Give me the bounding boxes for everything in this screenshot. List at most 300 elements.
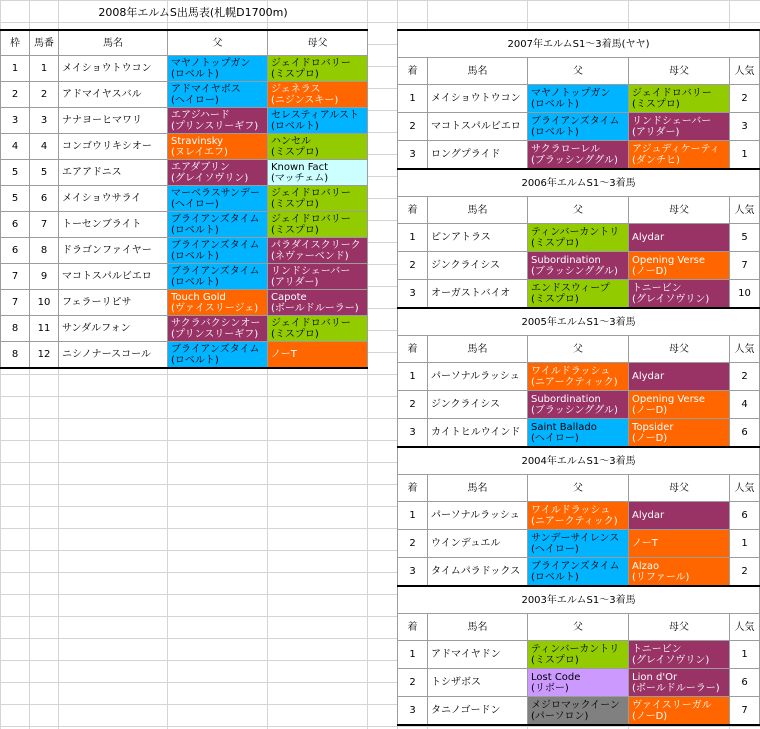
sire-cell-name: メジロマックイーン xyxy=(531,699,620,711)
rank-cell: 1 xyxy=(398,224,428,252)
number-cell: 12 xyxy=(30,342,59,369)
header-cell: 馬名 xyxy=(428,614,528,641)
sire-cell-lineage: (ロベルト) xyxy=(171,68,219,80)
sire-cell-lineage: (ニアークティック) xyxy=(531,515,618,527)
sire-cell-name: ブライアンズタイム xyxy=(171,239,260,251)
waku-cell: 7 xyxy=(1,290,30,316)
dam-sire-cell-lineage: (ボールドルーラー) xyxy=(271,302,359,314)
dam-sire-cell-name: ジェネラス xyxy=(271,83,321,95)
rank-cell: 3 xyxy=(398,280,428,309)
horse-name-cell: コンゴウリキシオー xyxy=(59,134,168,160)
rank-cell: 1 xyxy=(398,363,428,391)
header-cell: 馬名 xyxy=(428,197,528,224)
entry-row xyxy=(1,290,368,316)
horse-name-cell: アドマイヤドン xyxy=(428,641,528,669)
dam-sire-cell-name: ジェイドロバリー xyxy=(271,317,351,329)
popularity-cell: 4 xyxy=(730,391,760,419)
dam-sire-cell xyxy=(629,641,730,669)
header-cell: 馬番 xyxy=(30,30,59,56)
result-row xyxy=(398,252,760,280)
dam-sire-cell-name: ヴァイスリーガル xyxy=(632,699,712,711)
sire-cell-name: エアジハード xyxy=(171,109,230,121)
sire-cell-lineage: (ロベルト) xyxy=(171,250,219,262)
horse-name-cell: エアアドニス xyxy=(59,160,168,186)
sire-cell xyxy=(168,238,268,264)
dam-sire-cell-name: ジェイドロバリー xyxy=(632,87,712,99)
header-cell: 人気 xyxy=(730,336,760,363)
header-cell: 母父 xyxy=(629,336,730,363)
dam-sire-cell-lineage: (リファール) xyxy=(632,571,690,583)
dam-sire-cell xyxy=(268,160,368,186)
header-cell: 馬名 xyxy=(428,336,528,363)
horse-name-cell: サンダルフォン xyxy=(59,316,168,342)
result-row xyxy=(398,419,760,448)
header-cell: 母父 xyxy=(629,58,730,85)
sire-cell-name: アドマイヤボス xyxy=(171,83,241,95)
sire-cell-name: ワイルドラッシュ xyxy=(531,504,611,516)
dam-sire-cell xyxy=(629,419,730,448)
popularity-cell: 2 xyxy=(730,363,760,391)
horse-name-cell: マコトスパルビエロ xyxy=(428,113,528,141)
dam-sire-cell xyxy=(268,186,368,212)
waku-cell: 4 xyxy=(1,134,30,160)
sire-cell xyxy=(168,212,268,238)
sire-cell-lineage: (ヴァイスリージェ) xyxy=(171,302,259,314)
dam-sire-cell xyxy=(268,264,368,290)
dam-sire-cell-name: セレスティアルスト xyxy=(271,109,359,121)
entry-row xyxy=(1,186,368,212)
dam-sire-cell-lineage: (ネヴァーベンド) xyxy=(271,250,349,262)
sire-cell-lineage: (ロベルト) xyxy=(171,354,219,366)
dam-sire-cell xyxy=(629,363,730,391)
dam-sire-cell xyxy=(268,316,368,342)
horse-name-cell: ジンクライシス xyxy=(428,391,528,419)
horse-name-cell: カイトヒルウインド xyxy=(428,419,528,448)
number-cell: 9 xyxy=(30,264,59,290)
sire-cell-lineage: (リボー) xyxy=(531,682,569,694)
sire-cell xyxy=(168,160,268,186)
dam-sire-cell-name: ノーT xyxy=(271,349,297,360)
number-cell: 7 xyxy=(30,212,59,238)
header-cell: 枠 xyxy=(1,30,30,56)
horse-name-cell: タイムパラドックス xyxy=(428,558,528,587)
dam-sire-cell-name: Alzao xyxy=(632,560,660,572)
rank-cell: 2 xyxy=(398,113,428,141)
horse-name-cell: トーセンブライト xyxy=(59,212,168,238)
sire-cell xyxy=(528,252,629,280)
sire-cell xyxy=(168,82,268,108)
header-cell: 父 xyxy=(528,336,629,363)
header-cell: 馬名 xyxy=(428,475,528,502)
horse-name-cell: ドラゴンファイヤー xyxy=(59,238,168,264)
dam-sire-cell-name: Alydar xyxy=(632,232,665,243)
rank-cell: 2 xyxy=(398,669,428,697)
dam-sire-cell-lineage: (ボールドルーラー) xyxy=(632,682,720,694)
header-cell: 人気 xyxy=(730,58,760,85)
horse-name-cell: ウインデュエル xyxy=(428,530,528,558)
sire-cell-name: Lost Code xyxy=(531,671,581,683)
dam-sire-cell xyxy=(629,697,730,726)
waku-cell: 6 xyxy=(1,212,30,238)
sire-cell-lineage: (ロベルト) xyxy=(531,571,579,583)
horse-name-cell: メイショウトウコン xyxy=(59,56,168,82)
dam-sire-cell xyxy=(629,558,730,587)
header-cell: 人気 xyxy=(730,475,760,502)
sire-cell-name: ブライアンズタイム xyxy=(531,115,620,127)
dam-sire-cell-name: ハンセル xyxy=(271,135,311,147)
sire-cell xyxy=(168,134,268,160)
sire-cell xyxy=(528,280,629,309)
popularity-cell: 6 xyxy=(730,502,760,530)
dam-sire-cell-name: ジェイドロバリー xyxy=(271,213,351,225)
sire-cell-name: Touch Gold xyxy=(171,291,226,303)
entry-row xyxy=(1,134,368,160)
header-cell: 着 xyxy=(398,614,428,641)
rank-cell: 1 xyxy=(398,85,428,113)
rank-cell: 3 xyxy=(398,558,428,587)
sire-cell-name: ブライアンズタイム xyxy=(171,213,260,225)
number-cell: 6 xyxy=(30,186,59,212)
dam-sire-cell xyxy=(268,108,368,134)
sire-cell-lineage: (ミスプロ) xyxy=(531,654,579,666)
entry-row xyxy=(1,108,368,134)
header-cell: 母父 xyxy=(629,614,730,641)
section-title: 2004年エルムS1～3着馬 xyxy=(398,447,760,475)
sire-cell-lineage: (ミスプロ) xyxy=(531,293,579,305)
dam-sire-cell-lineage: (グレイソヴリン) xyxy=(632,293,710,305)
header-cell: 馬名 xyxy=(59,30,168,56)
dam-sire-cell xyxy=(268,212,368,238)
entry-row xyxy=(1,82,368,108)
dam-sire-cell xyxy=(629,391,730,419)
sire-cell-lineage: (プリンスリーギフ) xyxy=(171,120,259,132)
result-row xyxy=(398,669,760,697)
sire-cell xyxy=(168,342,268,369)
dam-sire-cell-lineage: (ミスプロ) xyxy=(271,198,319,210)
sire-cell-lineage: (ブラッシンググル) xyxy=(531,265,618,277)
section-title: 2005年エルムS1～3着馬 xyxy=(398,308,760,336)
dam-sire-cell-lineage: (マッチェム) xyxy=(271,172,329,184)
sire-cell-lineage: (パーソロン) xyxy=(531,710,589,722)
sire-cell-lineage: (ロベルト) xyxy=(171,276,219,288)
popularity-cell: 7 xyxy=(730,697,760,726)
sire-cell-lineage: (ロベルト) xyxy=(531,98,579,110)
result-row xyxy=(398,141,760,170)
page-title: 2008年エルムS出馬表(札幌D1700m) xyxy=(98,6,288,19)
horse-name-cell: パーソナルラッシュ xyxy=(428,502,528,530)
dam-sire-cell-lineage: (ニジンスキー) xyxy=(271,94,339,106)
section-title: 2007年エルムS1～3着馬(ヤヤ) xyxy=(398,30,760,58)
header-cell: 父 xyxy=(168,30,268,56)
sire-cell-name: エアダブリン xyxy=(171,161,230,173)
horse-name-cell: ピンアトラス xyxy=(428,224,528,252)
sire-cell-name: エンドスウィープ xyxy=(531,282,610,294)
dam-sire-cell-name: リンドシェーバー xyxy=(632,115,712,127)
header-cell: 母父 xyxy=(629,475,730,502)
dam-sire-cell xyxy=(629,669,730,697)
dam-sire-cell-lineage: (ミスプロ) xyxy=(271,146,319,158)
sire-cell-lineage: (ブラッシンググル) xyxy=(531,154,618,166)
dam-sire-cell-lineage: (ノーD) xyxy=(632,710,668,722)
horse-name-cell: メイショウサライ xyxy=(59,186,168,212)
dam-sire-cell xyxy=(268,82,368,108)
sire-cell-name: サクラバクシンオー xyxy=(171,317,261,329)
result-row xyxy=(398,530,760,558)
number-cell: 8 xyxy=(30,238,59,264)
sire-cell-name: マヤノトップガン xyxy=(531,87,611,99)
waku-cell: 6 xyxy=(1,238,30,264)
entry-row xyxy=(1,238,368,264)
rank-cell: 2 xyxy=(398,252,428,280)
sire-cell-name: ティンバーカントリ xyxy=(531,226,620,238)
sire-cell-lineage: (グレイソヴリン) xyxy=(171,172,249,184)
dam-sire-cell xyxy=(629,141,730,170)
sire-cell-lineage: (ロベルト) xyxy=(171,224,219,236)
sire-cell xyxy=(168,56,268,82)
header-cell: 母父 xyxy=(629,197,730,224)
sire-cell xyxy=(528,141,629,170)
dam-sire-cell-name: トニービン xyxy=(632,282,682,294)
dam-sire-cell-name: ノーT xyxy=(632,538,658,549)
horse-name-cell: トシザボス xyxy=(428,669,528,697)
sire-cell-lineage: (ヘイロー) xyxy=(531,543,579,555)
waku-cell: 7 xyxy=(1,264,30,290)
popularity-cell: 3 xyxy=(730,113,760,141)
horse-name-cell: メイショウトウコン xyxy=(428,85,528,113)
horse-name-cell: オーガストバイオ xyxy=(428,280,528,309)
horse-name-cell: ナナヨーヒマワリ xyxy=(59,108,168,134)
result-row xyxy=(398,280,760,309)
sire-cell-name: サクラローレル xyxy=(531,143,601,155)
dam-sire-cell-name: パラダイスクリーク xyxy=(271,239,361,251)
rank-cell: 2 xyxy=(398,391,428,419)
dam-sire-cell-lineage: (グレイソヴリン) xyxy=(632,654,710,666)
sire-cell-name: ブライアンズタイム xyxy=(171,265,260,277)
sire-cell-name: ワイルドラッシュ xyxy=(531,365,611,377)
entry-row xyxy=(1,212,368,238)
dam-sire-cell-name: アジュディケーティ xyxy=(632,143,720,155)
dam-sire-cell-lineage: (ミスプロ) xyxy=(271,224,319,236)
dam-sire-cell-lineage: (ミスプロ) xyxy=(271,68,319,80)
sire-cell-lineage: (プリンスリーギフ) xyxy=(171,328,259,340)
waku-cell: 5 xyxy=(1,186,30,212)
result-row xyxy=(398,363,760,391)
result-row xyxy=(398,502,760,530)
header-cell: 着 xyxy=(398,197,428,224)
waku-cell: 1 xyxy=(1,56,30,82)
result-row xyxy=(398,113,760,141)
dam-sire-cell-name: Opening Verse xyxy=(632,393,706,405)
horse-name-cell: ジンクライシス xyxy=(428,252,528,280)
number-cell: 11 xyxy=(30,316,59,342)
entry-row xyxy=(1,316,368,342)
dam-sire-cell-lineage: (アリダー) xyxy=(632,126,680,138)
result-row xyxy=(398,391,760,419)
result-row xyxy=(398,641,760,669)
dam-sire-cell-lineage: (ミスプロ) xyxy=(271,328,319,340)
sire-cell-lineage: (ブラッシンググル) xyxy=(531,404,618,416)
sire-cell xyxy=(168,264,268,290)
entry-row xyxy=(1,160,368,186)
waku-cell: 8 xyxy=(1,316,30,342)
dam-sire-cell-name: Lion d'Or xyxy=(632,671,678,683)
sire-cell xyxy=(528,558,629,587)
popularity-cell: 2 xyxy=(730,558,760,587)
dam-sire-cell xyxy=(629,113,730,141)
sire-cell-name: マヤノトップガン xyxy=(171,57,251,69)
rank-cell: 1 xyxy=(398,641,428,669)
waku-cell: 2 xyxy=(1,82,30,108)
header-cell: 人気 xyxy=(730,197,760,224)
sire-cell-name: マーベラスサンデー xyxy=(171,187,260,199)
sire-cell-lineage: (ヌレイエフ) xyxy=(171,146,228,158)
number-cell: 3 xyxy=(30,108,59,134)
sire-cell xyxy=(528,502,629,530)
sire-cell xyxy=(168,316,268,342)
rank-cell: 3 xyxy=(398,419,428,448)
sire-cell-lineage: (ミスプロ) xyxy=(531,237,579,249)
sire-cell xyxy=(528,85,629,113)
header-cell: 人気 xyxy=(730,614,760,641)
entry-row xyxy=(1,264,368,290)
rank-cell: 3 xyxy=(398,141,428,170)
entry-row xyxy=(1,56,368,82)
popularity-cell: 1 xyxy=(730,641,760,669)
dam-sire-cell xyxy=(268,238,368,264)
sire-cell xyxy=(528,419,629,448)
dam-sire-cell xyxy=(629,85,730,113)
section-title: 2003年エルムS1～3着馬 xyxy=(398,586,760,614)
dam-sire-cell xyxy=(268,134,368,160)
sire-cell-name: ティンバーカントリ xyxy=(531,643,620,655)
dam-sire-cell xyxy=(629,224,730,252)
sire-cell-name: Stravinsky xyxy=(171,135,224,147)
header-cell: 馬名 xyxy=(428,58,528,85)
horse-name-cell: タニノゴードン xyxy=(428,697,528,726)
dam-sire-cell-lineage: (ノーD) xyxy=(632,432,668,444)
sire-cell xyxy=(528,697,629,726)
header-cell: 着 xyxy=(398,58,428,85)
number-cell: 5 xyxy=(30,160,59,186)
header-cell: 父 xyxy=(528,58,629,85)
popularity-cell: 2 xyxy=(730,85,760,113)
dam-sire-cell xyxy=(268,290,368,316)
horse-name-cell: ニシノナースコール xyxy=(59,342,168,369)
sire-cell-name: Saint Ballado xyxy=(531,421,597,433)
header-cell: 着 xyxy=(398,336,428,363)
popularity-cell: 10 xyxy=(730,280,760,309)
result-row xyxy=(398,558,760,587)
horse-name-cell: パーソナルラッシュ xyxy=(428,363,528,391)
horse-name-cell: アドマイヤスバル xyxy=(59,82,168,108)
rank-cell: 2 xyxy=(398,530,428,558)
sire-cell-name: サンデーサイレンス xyxy=(531,532,620,544)
dam-sire-cell xyxy=(629,530,730,558)
sire-cell-lineage: (ヘイロー) xyxy=(171,198,219,210)
dam-sire-cell xyxy=(629,502,730,530)
popularity-cell: 6 xyxy=(730,669,760,697)
number-cell: 1 xyxy=(30,56,59,82)
dam-sire-cell xyxy=(629,280,730,309)
sire-cell-name: Subordination xyxy=(531,254,601,266)
dam-sire-cell-name: Alydar xyxy=(632,371,665,382)
sire-cell xyxy=(528,224,629,252)
sire-cell xyxy=(168,290,268,316)
sire-cell-lineage: (ロベルト) xyxy=(531,126,579,138)
sire-cell-name: ブライアンズタイム xyxy=(531,560,620,572)
dam-sire-cell-lineage: (ロベルト) xyxy=(271,120,319,132)
popularity-cell: 5 xyxy=(730,224,760,252)
header-cell: 父 xyxy=(528,475,629,502)
dam-sire-cell-name: Capote xyxy=(271,291,307,303)
sire-cell xyxy=(528,391,629,419)
header-cell: 母父 xyxy=(268,30,368,56)
sire-cell-name: ブライアンズタイム xyxy=(171,343,260,355)
horse-name-cell: ロングプライド xyxy=(428,141,528,170)
dam-sire-cell-lineage: (ダンチヒ) xyxy=(632,154,680,166)
dam-sire-cell-name: ジェイドロバリー xyxy=(271,57,351,69)
number-cell: 4 xyxy=(30,134,59,160)
section-title: 2006年エルムS1～3着馬 xyxy=(398,169,760,197)
result-row xyxy=(398,224,760,252)
rank-cell: 1 xyxy=(398,502,428,530)
popularity-cell: 1 xyxy=(730,141,760,170)
popularity-cell: 7 xyxy=(730,252,760,280)
sire-cell-lineage: (ヘイロー) xyxy=(171,94,219,106)
horse-name-cell: マコトスパルビエロ xyxy=(59,264,168,290)
sire-cell xyxy=(528,113,629,141)
sire-cell xyxy=(528,641,629,669)
sire-cell-name: Subordination xyxy=(531,393,601,405)
number-cell: 2 xyxy=(30,82,59,108)
result-row xyxy=(398,697,760,726)
sire-cell xyxy=(528,530,629,558)
popularity-cell: 6 xyxy=(730,419,760,448)
waku-cell: 3 xyxy=(1,108,30,134)
dam-sire-cell-name: Alydar xyxy=(632,510,665,521)
dam-sire-cell-name: トニービン xyxy=(632,643,682,655)
results-table xyxy=(397,29,760,726)
dam-sire-cell xyxy=(268,342,368,369)
dam-sire-cell-lineage: (アリダー) xyxy=(271,276,319,288)
header-cell: 父 xyxy=(528,197,629,224)
sire-cell xyxy=(528,363,629,391)
waku-cell: 5 xyxy=(1,160,30,186)
dam-sire-cell xyxy=(268,56,368,82)
number-cell: 10 xyxy=(30,290,59,316)
header-cell: 父 xyxy=(528,614,629,641)
sire-cell-lineage: (ニアークティック) xyxy=(531,376,618,388)
entry-table xyxy=(0,29,368,369)
rank-cell: 3 xyxy=(398,697,428,726)
sire-cell xyxy=(168,108,268,134)
horse-name-cell: フェラーリピサ xyxy=(59,290,168,316)
sire-cell xyxy=(168,186,268,212)
sire-cell-lineage: (ヘイロー) xyxy=(531,432,579,444)
dam-sire-cell-name: Opening Verse xyxy=(632,254,706,266)
waku-cell: 8 xyxy=(1,342,30,369)
dam-sire-cell-lineage: (ノーD) xyxy=(632,404,668,416)
dam-sire-cell-lineage: (ミスプロ) xyxy=(632,98,680,110)
dam-sire-cell-name: リンドシェーバー xyxy=(271,265,351,277)
sire-cell xyxy=(528,669,629,697)
header-cell: 着 xyxy=(398,475,428,502)
dam-sire-cell-lineage: (ノーD) xyxy=(632,265,668,277)
dam-sire-cell-name: Known Fact xyxy=(271,161,329,173)
entry-row xyxy=(1,342,368,369)
result-row xyxy=(398,85,760,113)
dam-sire-cell-name: Topsider xyxy=(632,421,674,433)
